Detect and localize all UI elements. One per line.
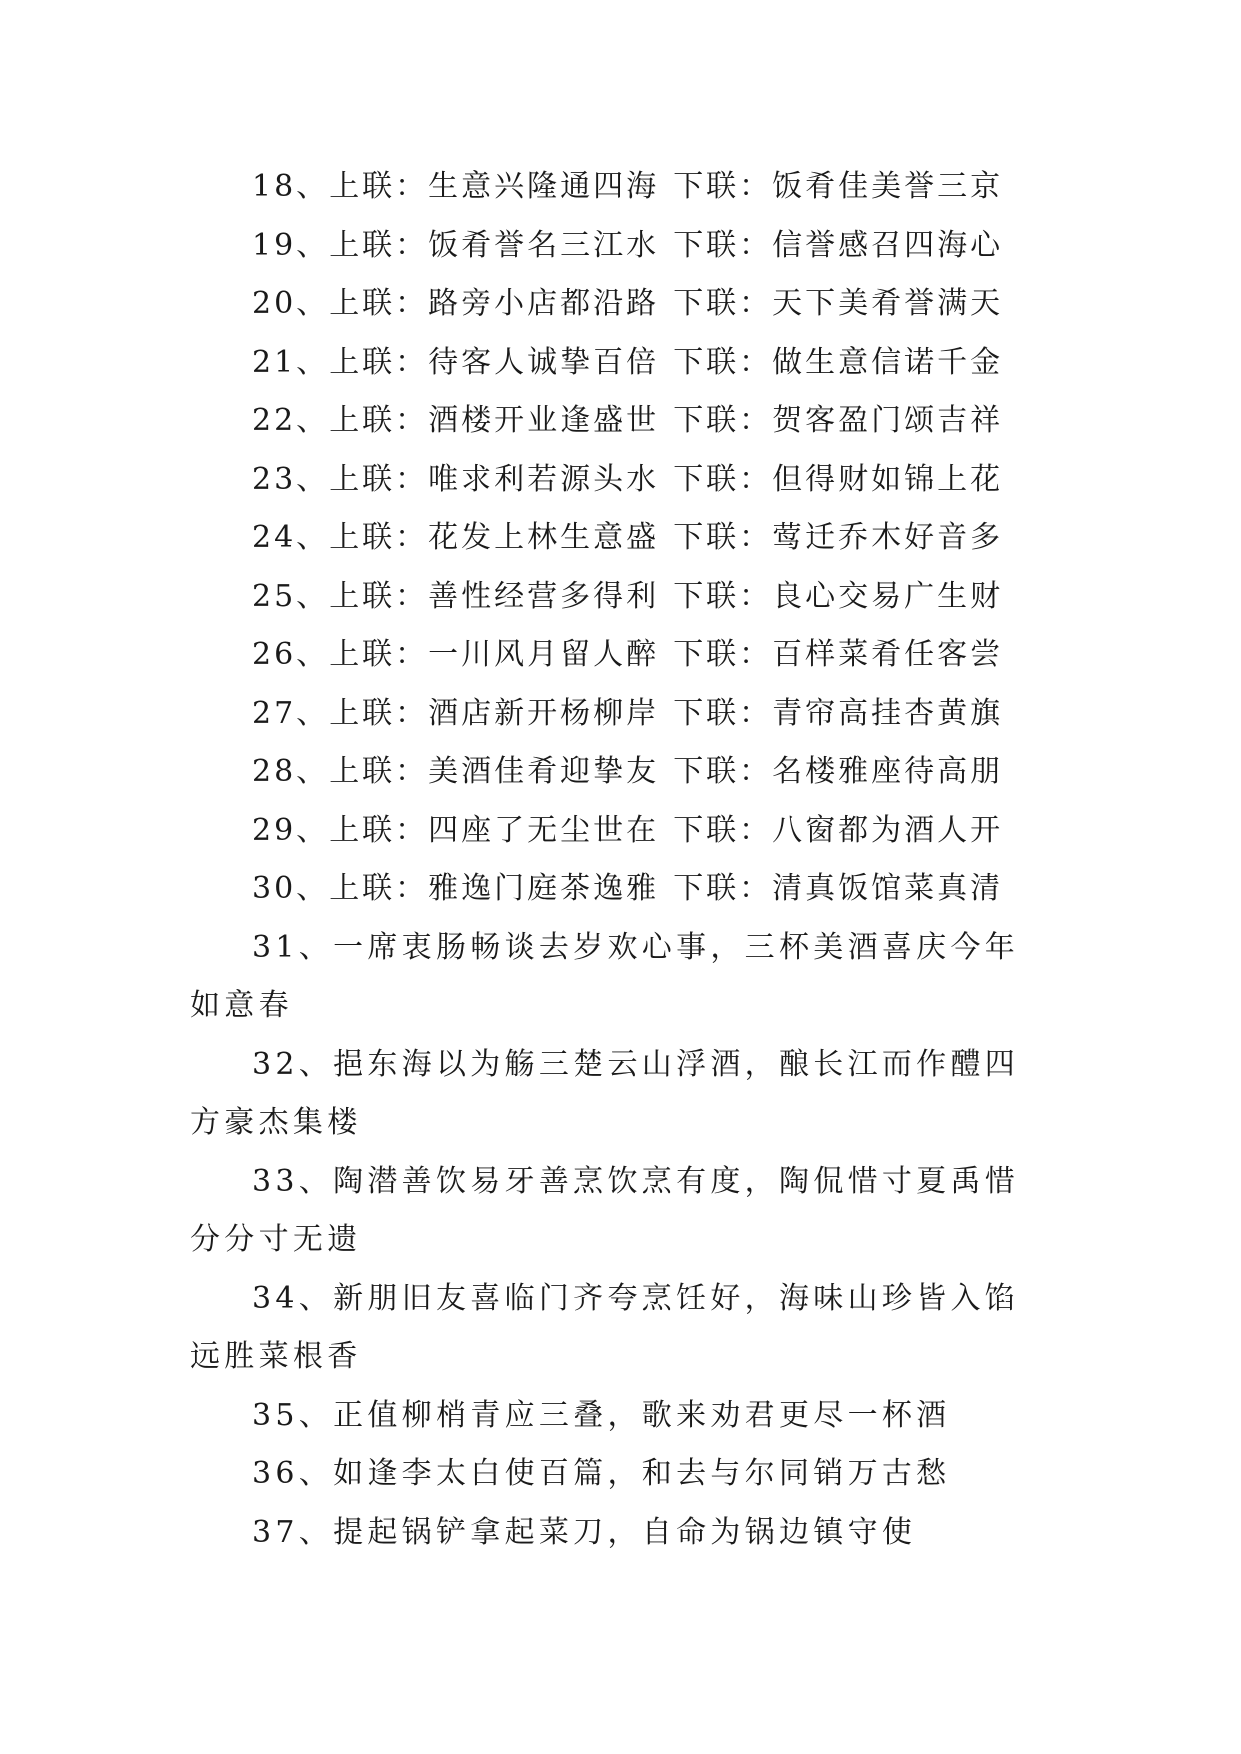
couplet-upper: 上联：美酒佳肴迎挚友 xyxy=(329,754,660,789)
couplet-number: 26、 xyxy=(252,637,330,672)
couplet-line xyxy=(190,451,1050,510)
couplet-lower: 下联：百样菜肴任客尝 xyxy=(673,637,1004,672)
couplet-line xyxy=(190,860,1050,919)
couplet-line xyxy=(190,158,1050,217)
couplet-number: 25、 xyxy=(252,578,330,614)
couplet-upper: 上联：酒店新开杨柳岸 xyxy=(329,695,660,731)
couplet-number: 29、 xyxy=(252,812,330,848)
couplet-line xyxy=(190,217,1050,276)
couplet-lower: 下联：贺客盈门颂吉祥 xyxy=(673,403,1004,438)
couplet-line xyxy=(190,626,1050,685)
couplet-line xyxy=(190,568,1050,627)
couplet-paragraph: 33、陶潜善饮易牙善烹饮烹有度，陶侃惜寸夏禹惜分分寸无遗 xyxy=(190,1163,1020,1257)
couplet-lower: 下联：青帘高挂杏黄旗 xyxy=(673,695,1004,731)
document-body xyxy=(190,158,1050,1562)
couplet-upper: 上联：生意兴隆通四海 xyxy=(329,169,660,204)
couplet-line xyxy=(190,334,1050,393)
couplet-upper: 上联：四座了无尘世在 xyxy=(329,812,660,848)
couplet-short-line: 35、正值柳梢青应三叠，歌来劝君更尽一杯酒 xyxy=(252,1397,951,1433)
couplet-lower: 下联：清真饭馆菜真清 xyxy=(673,871,1004,906)
couplet-number: 24、 xyxy=(252,520,330,555)
couplet-number: 18、 xyxy=(252,169,330,204)
couplet-line xyxy=(190,275,1050,334)
couplet-lower: 下联：莺迁乔木好音多 xyxy=(673,520,1004,555)
couplet-upper: 上联：唯求利若源头水 xyxy=(329,461,660,497)
couplet-line xyxy=(190,743,1050,802)
couplet-paragraph: 34、新朋旧友喜临门齐夸烹饪好，海味山珍皆入馅远胜菜根香 xyxy=(190,1280,1020,1374)
couplet-line xyxy=(190,685,1050,744)
couplet-lower: 下联：八窗都为酒人开 xyxy=(673,812,1004,848)
couplet-line xyxy=(190,392,1050,451)
couplet-upper: 上联：善性经营多得利 xyxy=(329,578,660,614)
couplet-lower: 下联：名楼雅座待高朋 xyxy=(673,754,1004,789)
couplet-lower: 下联：良心交易广生财 xyxy=(673,578,1004,614)
couplet-short-line: 36、如逢李太白使百篇，和去与尔同销万古愁 xyxy=(252,1456,951,1491)
couplet-upper: 上联：路旁小店都沿路 xyxy=(329,286,660,321)
couplet-number: 20、 xyxy=(252,286,330,321)
couplet-upper: 上联：饭肴誉名三江水 xyxy=(329,227,660,263)
couplet-upper: 上联：一川风月留人醉 xyxy=(329,637,660,672)
couplet-lower: 下联：信誉感召四海心 xyxy=(673,227,1004,263)
couplet-upper: 上联：花发上林生意盛 xyxy=(329,520,660,555)
couplet-paragraph: 32、挹东海以为觞三楚云山浮酒，酿长江而作醴四方豪杰集楼 xyxy=(190,1046,1020,1140)
couplet-line xyxy=(190,509,1050,568)
couplet-lower: 下联：天下美肴誉满天 xyxy=(673,286,1004,321)
couplet-paragraph: 31、一席衷肠畅谈去岁欢心事，三杯美酒喜庆今年如意春 xyxy=(190,929,1020,1023)
couplet-number: 23、 xyxy=(252,461,330,497)
couplet-short-line: 37、提起锅铲拿起菜刀，自命为锅边镇守使 xyxy=(252,1514,917,1550)
couplet-number: 27、 xyxy=(252,695,330,731)
couplet-number: 22、 xyxy=(252,403,330,438)
couplet-line xyxy=(190,802,1050,861)
couplet-number: 30、 xyxy=(252,871,330,906)
couplet-lower: 下联：饭肴佳美誉三京 xyxy=(673,169,1004,204)
couplet-upper: 上联：雅逸门庭茶逸雅 xyxy=(329,871,660,906)
couplet-lower: 下联：但得财如锦上花 xyxy=(673,461,1004,497)
couplet-number: 19、 xyxy=(252,227,330,263)
couplet-upper: 上联：酒楼开业逢盛世 xyxy=(329,403,660,438)
couplet-number: 28、 xyxy=(252,754,330,789)
couplet-number: 21、 xyxy=(252,344,330,380)
couplet-upper: 上联：待客人诚挚百倍 xyxy=(329,344,660,380)
couplet-lower: 下联：做生意信诺千金 xyxy=(673,344,1004,380)
